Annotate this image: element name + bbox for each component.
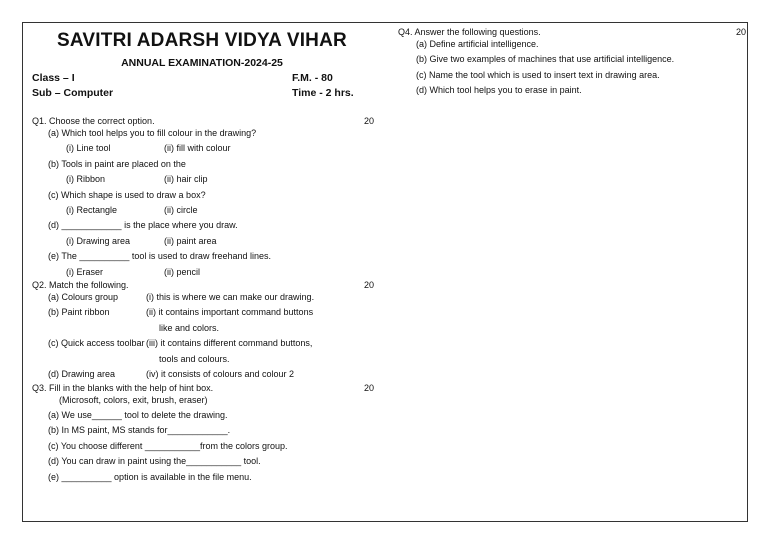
option: (i) Drawing area xyxy=(66,235,131,246)
info-row-2 xyxy=(32,87,362,99)
right-column xyxy=(398,24,746,99)
q3-hint-box: (Microsoft, colors, exit, brush, eraser) xyxy=(59,394,208,405)
option: (ii) circle xyxy=(164,205,198,216)
match-right-text: (ii) it contains important command buttons xyxy=(146,307,314,318)
match-right xyxy=(146,305,346,336)
q4-item: (b) Give two examples of machines that use artificial intelligence. xyxy=(416,54,675,65)
q1-marks: 20 xyxy=(363,116,374,126)
full-marks: F.M. - 80 xyxy=(292,72,333,84)
q2-title: Q2. Match the following. xyxy=(32,280,129,291)
q3-items xyxy=(32,408,372,485)
match-row xyxy=(32,290,372,305)
option: (ii) hair clip xyxy=(164,174,208,185)
class-label: Class – I xyxy=(32,72,75,84)
q4-marks: 20 xyxy=(735,27,746,37)
q1-question-d: (d) ____________ is the place where you draw. xyxy=(48,220,238,231)
match-row xyxy=(32,305,372,336)
q2-header xyxy=(32,280,374,290)
option: (ii) fill with colour xyxy=(164,143,231,154)
match-left: (d) Drawing area xyxy=(48,369,116,380)
q3-item: (b) In MS paint, MS stands for____________. xyxy=(48,425,231,436)
match-right-continuation: like and colors. xyxy=(159,322,220,333)
match-right-text: (i) this is where we can make our drawing. xyxy=(146,292,315,303)
q4-item: (a) Define artificial intelligence. xyxy=(416,39,539,49)
q3-item: (e) __________ option is available in the file menu. xyxy=(48,471,252,482)
q1-question-c: (c) Which shape is used to draw a box? xyxy=(48,189,206,200)
school-name: SAVITRI ADARSH VIDYA VIHAR xyxy=(57,30,347,51)
option: (ii) paint area xyxy=(164,235,217,246)
q4-title: Q4. Answer the following questions. xyxy=(398,27,541,37)
exam-title: ANNUAL EXAMINATION-2024-25 xyxy=(121,57,283,69)
q1-options-e xyxy=(32,265,372,280)
match-right-text: (iii) it contains different command buttons, xyxy=(146,338,313,349)
option: (i) Rectangle xyxy=(66,205,118,216)
info-row-1 xyxy=(32,72,362,84)
match-right xyxy=(146,367,346,382)
q3-item: (c) You choose different ___________from the colors group. xyxy=(48,440,288,451)
q1-title: Q1. Choose the correct option. xyxy=(32,116,155,126)
q4-item: (d) Which tool helps you to erase in paint. xyxy=(416,85,582,96)
q3-marks: 20 xyxy=(363,382,374,393)
option: (i) Ribbon xyxy=(66,174,106,185)
q3-item: (d) You can draw in paint using the___________ tool. xyxy=(48,456,261,467)
match-right-continuation: tools and colours. xyxy=(159,353,230,364)
q4-items xyxy=(398,37,746,99)
q3-header xyxy=(32,383,374,393)
match-left: (b) Paint ribbon xyxy=(48,307,110,318)
q3-item: (a) We use______ tool to delete the drawing. xyxy=(48,409,228,420)
q1-question-a: (a) Which tool helps you to fill colour in the drawing? xyxy=(48,128,257,138)
left-column xyxy=(32,24,372,485)
time-label: Time - 2 hrs. xyxy=(292,87,354,99)
q1-question-e: (e) The __________ tool is used to draw freehand lines. xyxy=(48,251,271,262)
q4-item: (c) Name the tool which is used to insert text in drawing area. xyxy=(416,69,660,80)
match-left: (c) Quick access toolbar xyxy=(48,338,145,349)
q1-header xyxy=(32,116,374,126)
match-right xyxy=(146,290,346,305)
q2-table xyxy=(32,290,372,382)
q1-items xyxy=(32,126,372,280)
q1-options-b xyxy=(32,172,372,187)
match-left: (a) Colours group xyxy=(48,292,119,303)
q1-question-b: (b) Tools in paint are placed on the xyxy=(48,158,186,169)
q4-header xyxy=(398,27,746,37)
subject-label: Sub – Computer xyxy=(32,87,114,99)
match-right-text: (iv) it consists of colours and colour 2 xyxy=(146,369,295,380)
option: (i) Eraser xyxy=(66,266,104,277)
match-row xyxy=(32,336,372,367)
q1-options-c xyxy=(32,203,372,218)
option: (ii) pencil xyxy=(164,266,201,277)
option: (i) Line tool xyxy=(66,143,111,154)
q1-options-a xyxy=(32,141,372,156)
match-row xyxy=(32,367,372,382)
q3-title: Q3. Fill in the blanks with the help of hint box. xyxy=(32,382,214,393)
match-right xyxy=(146,336,346,367)
q1-options-d xyxy=(32,234,372,249)
q2-marks: 20 xyxy=(363,280,374,291)
